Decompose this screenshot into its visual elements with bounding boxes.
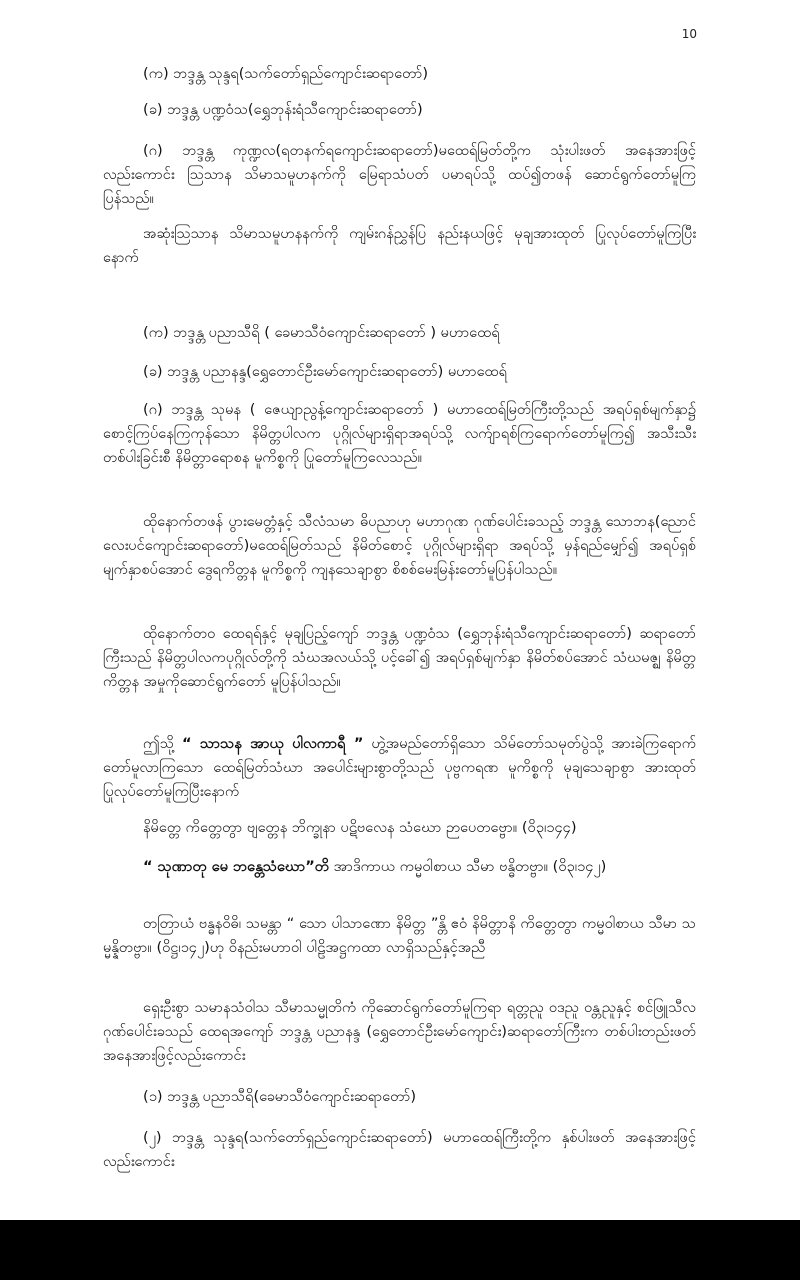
text-run: အဆုံးဩသာန သိမာသမူဟနနက်ကို ကျမ်းဂန်ညွှန်ပြ နည်းနယဖြင့် မုချအားထုတ် ပြုလုပ်တော်မူကြပြီးနောက် [103, 225, 696, 266]
text-run: (၂) ဘဒ္ဒန္တ သုန္ဒရ(သက်တော်ရှည်ကျောင်းဆရာတော်) မဟာထေရ်ကြီးတို့က နှစ်ပါးဖတ် အနေအားဖြင့်လည်းကောင်း [103, 1129, 696, 1170]
text-run: (ခ) ဘဒ္ဒန္တ ပညာနန္ဒ(ရွှေတောင်ဦးမော်ကျောင်းဆရာတော်) မဟာထေရ် [143, 363, 507, 380]
paragraph-first-recitation [103, 996, 696, 1068]
paragraph-third-monk-1 [103, 1085, 696, 1109]
paragraph-pandavamsa [103, 622, 696, 694]
paragraph-pali-quote-2 [103, 855, 696, 879]
text-run: ဟွဲ့အမည်တော်ရှိသော သိမ်တော်သမုတ်ပွဲသို့ အားခဲကြရောက်တော်မူလာကြသော ထေရ်မြတ်သံဃာ အပေါင်းများစွာတို့သည် ပုဗ္ဗကရဏ မူကိစ္စကို မုချသေချာစွာ အားထုတ်ပြုလုပ်တော်မူကြပြီးနောက် [103, 735, 696, 800]
paragraph-monk-1 [103, 62, 696, 86]
text-run: (က) ဘဒ္ဒန္တ သုန္ဒရ(သက်တော်ရှည်ကျောင်းဆရာတော်) [143, 65, 429, 82]
text-run: ထိုနောက်တဝ ထေရရ်နှင့် မုချပြည့်ကျော် ဘဒ္ဒန္တ ပဏ္ဍဝံသ (ရွှေဘုန်းရံသီကျောင်းဆရာတော်) ဆရာတော်ကြီးသည် နိမိတ္တပါလကပုဂ္ဂိုလ်တို့ကို သံဃအလယ်သို့ ပင့်ခေါ်၍ အရပ်ရှစ်မျက်နှာ နိမိတ်စပ်အောင် သံဃမဇ္ဈ နိမိတ္တကိတ္တန အမှုကိုဆောင်ရွက်တော် မူပြန်ပါသည်။ [103, 625, 696, 690]
text-run: (ဂ) ဘဒ္ဒန္တ ကုဏ္ဍလ(ရတနက်ရကျောင်းဆရာတော်)မထေရ်မြတ်တို့က သုံးပါးဖတ် အနေအားဖြင့်လည်းကောင်း ဩသာန သိမာသမူဟနက်ကို မြေရာသံပတ် ပမာရပ်သို့ ထပ်၍တဖန် ဆောင်ရွက်တော်မူကြပြန်သည်။ [103, 142, 696, 207]
text-run: တတြာယံ ဗန္ဓနဝိဓိ၊ သမန္တာ “ သော ပါသာဏော နိမိတ္တ ”န္တိ ဧဝံ နိမိတ္တာနိ ကိတ္တေတွာ ကမ္မဝါစာယ သီမာ သမ္မန္နိတဗ္ဗာ။ (ဝိဋ္ဌ၊၁၄၂)ဟု ဝိနည်းမဟာဝါ ပါဠိအဋ္ဌကထာ လာရှိသည်နှင့်အညီ [103, 915, 696, 956]
paragraph-sobhana [103, 510, 696, 582]
page-number: 10 [681, 27, 697, 41]
paragraph-pali-quote-3 [103, 912, 696, 960]
screen-bottom-bar [0, 1220, 800, 1280]
text-run: (က) ဘဒ္ဒန္တ ပညာသီရိ ( ခေမာသီဝံကျောင်းဆရာတော် ) မဟာထေရ် [143, 324, 500, 341]
text-run: နိမိတ္တေ ကိတ္တေတွာ ဗျတ္တေန ဘိက္ခုနာ ပဋိဗလေန သံဃော ဉာပေတဗ္ဗော။ (ဝိ၃၊၁၄၄) [143, 819, 577, 836]
text-run: (ခ) ဘဒ္ဒန္တ ပဏ္ဍဝံသ(ရွှေဘုန်းရံသီကျောင်းဆရာတော်) [143, 101, 423, 118]
paragraph-monk-2 [103, 98, 696, 122]
paragraph-second-monk-2 [103, 360, 696, 384]
bold-phrase: “ သုဏာတု မေ ဘန္တေသံဃော”တိ [143, 858, 329, 875]
paragraph-second-monk-1 [103, 321, 696, 345]
text-run: (၁) ဘဒ္ဒန္တ ပညာသီရိ(ခေမာသီဝံကျောင်းဆရာတော်) [143, 1088, 417, 1105]
paragraph-conclusion [103, 222, 696, 270]
bold-phrase: “ သာသန အာယု ပါလကာရီ ” [181, 735, 364, 752]
paragraph-sasana-ayu [103, 732, 696, 804]
paragraph-monk-3 [103, 139, 696, 211]
paragraph-third-monk-2 [103, 1126, 696, 1174]
paragraph-second-monk-3 [103, 398, 696, 470]
text-run: (ဂ) ဘဒ္ဒန္တ သုမန ( ဇေယျာညွန့်ကျောင်းဆရာတော် ) မဟာထေရ်မြတ်ကြီးတို့သည် အရပ်ရှစ်မျက်နှာ၌ စောင့်ကြပ်နေကြကုန်သော နိမိတ္တပါလက ပုဂ္ဂိုလ်များရှိရာအရပ်သို့ လက်ျာရစ်ကြရောက်တော်မူကြ၍ အသီးသီးတစ်ပါးခြင်းစီ နိမိတ္တာရောစန မူကိစ္စကို ပြုတော်မူကြလေသည်။ [103, 401, 696, 466]
text-run: ဤသို့ [143, 735, 182, 752]
text-run: ထိုနောက်တဖန် ပွားမေတ္တံနှင့် သီလံသမာ ဓိပညာဟု မဟာဂုဏ ဂုဏ်ပေါင်းခသည့် ဘဒ္ဒန္တ သောဘန(ညောင်လေးပင်ကျောင်းဆရာတော်)မထေရ်မြတ်သည် နိမိတ်စောင့် ပုဂ္ဂိုလ်များရှိရာ အရပ်သို့ မှန်ရည်မျှော်၍ အရပ်ရှစ်မျက်နှာစပ်အောင် ဒွေရကိတ္တန မူကိစ္စကို ကျနသေချာစွာ စိစစ်မေးမြန်းတော်မူပြန်ပါသည်။ [103, 513, 696, 578]
text-run: ရှေးဦးစွာ သမာနသံဝါသ သီမာသမ္မုတိကံ ကိုဆောင်ရွက်တော်မူကြရာ ရတ္တညူ ဝဒညူ ဝန္တညူနှင့် စင်ဖြူသီလ ဂုဏ်ပေါင်းခသည် ထေရအကျော် ဘဒ္ဒန္တ ပညာနန္ဒ (ရွှေတောင်ဦးမော်ကျောင်း)ဆရာတော်ကြီးက တစ်ပါးတည်းဖတ်အနေအားဖြင့်လည်းကောင်း [103, 999, 696, 1064]
text-run: အာဒိကာယ ကမ္မဝါစာယ သီမာ ဗန္ဓိတဗ္ဗာ။ (ဝိ၃၊၁၄၂) [329, 858, 607, 875]
paragraph-pali-quote-1 [103, 816, 696, 840]
